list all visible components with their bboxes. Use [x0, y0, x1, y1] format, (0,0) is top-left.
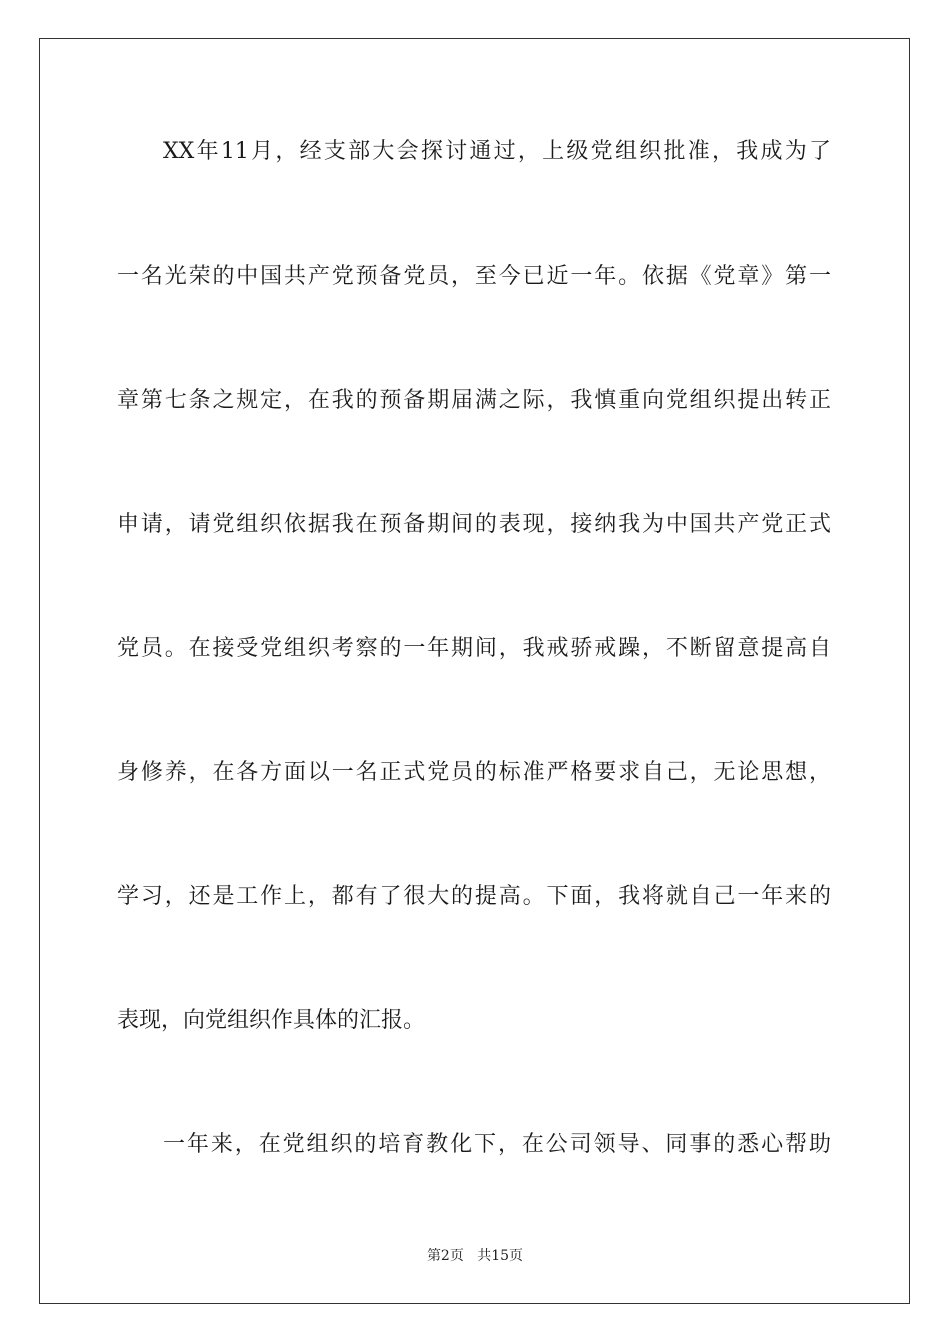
- page-frame: [39, 38, 910, 1304]
- paragraph-line-8: 表现，向党组织作具体的汇报。: [117, 1008, 426, 1033]
- paragraph-line-1: XX年11月，经支部大会探讨通过，上级党组织批准，我成为了: [163, 139, 831, 164]
- page-number-current: 第2页: [426, 1248, 464, 1264]
- paragraph-line-4: 申请，请党组织依据我在预备期间的表现，接纳我为中国共产党正式: [117, 512, 831, 537]
- paragraph-line-6: 身修养，在各方面以一名正式党员的标准严格要求自己，无论思想，: [117, 760, 831, 785]
- paragraph-line-7: 学习，还是工作上，都有了很大的提高。下面，我将就自己一年来的: [117, 884, 831, 909]
- paragraph-line-2: 一名光荣的中国共产党预备党员，至今已近一年。依据《党章》第一: [117, 264, 831, 289]
- page-number-total: 共15页: [477, 1248, 524, 1264]
- paragraph-line-9: 一年来，在党组织的培育教化下，在公司领导、同事的悉心帮助: [163, 1132, 831, 1157]
- page-footer: [0, 1247, 950, 1265]
- paragraph-line-5: 党员。在接受党组织考察的一年期间，我戒骄戒躁，不断留意提高自: [117, 636, 831, 661]
- paragraph-line-3: 章第七条之规定，在我的预备期届满之际，我慎重向党组织提出转正: [117, 388, 831, 413]
